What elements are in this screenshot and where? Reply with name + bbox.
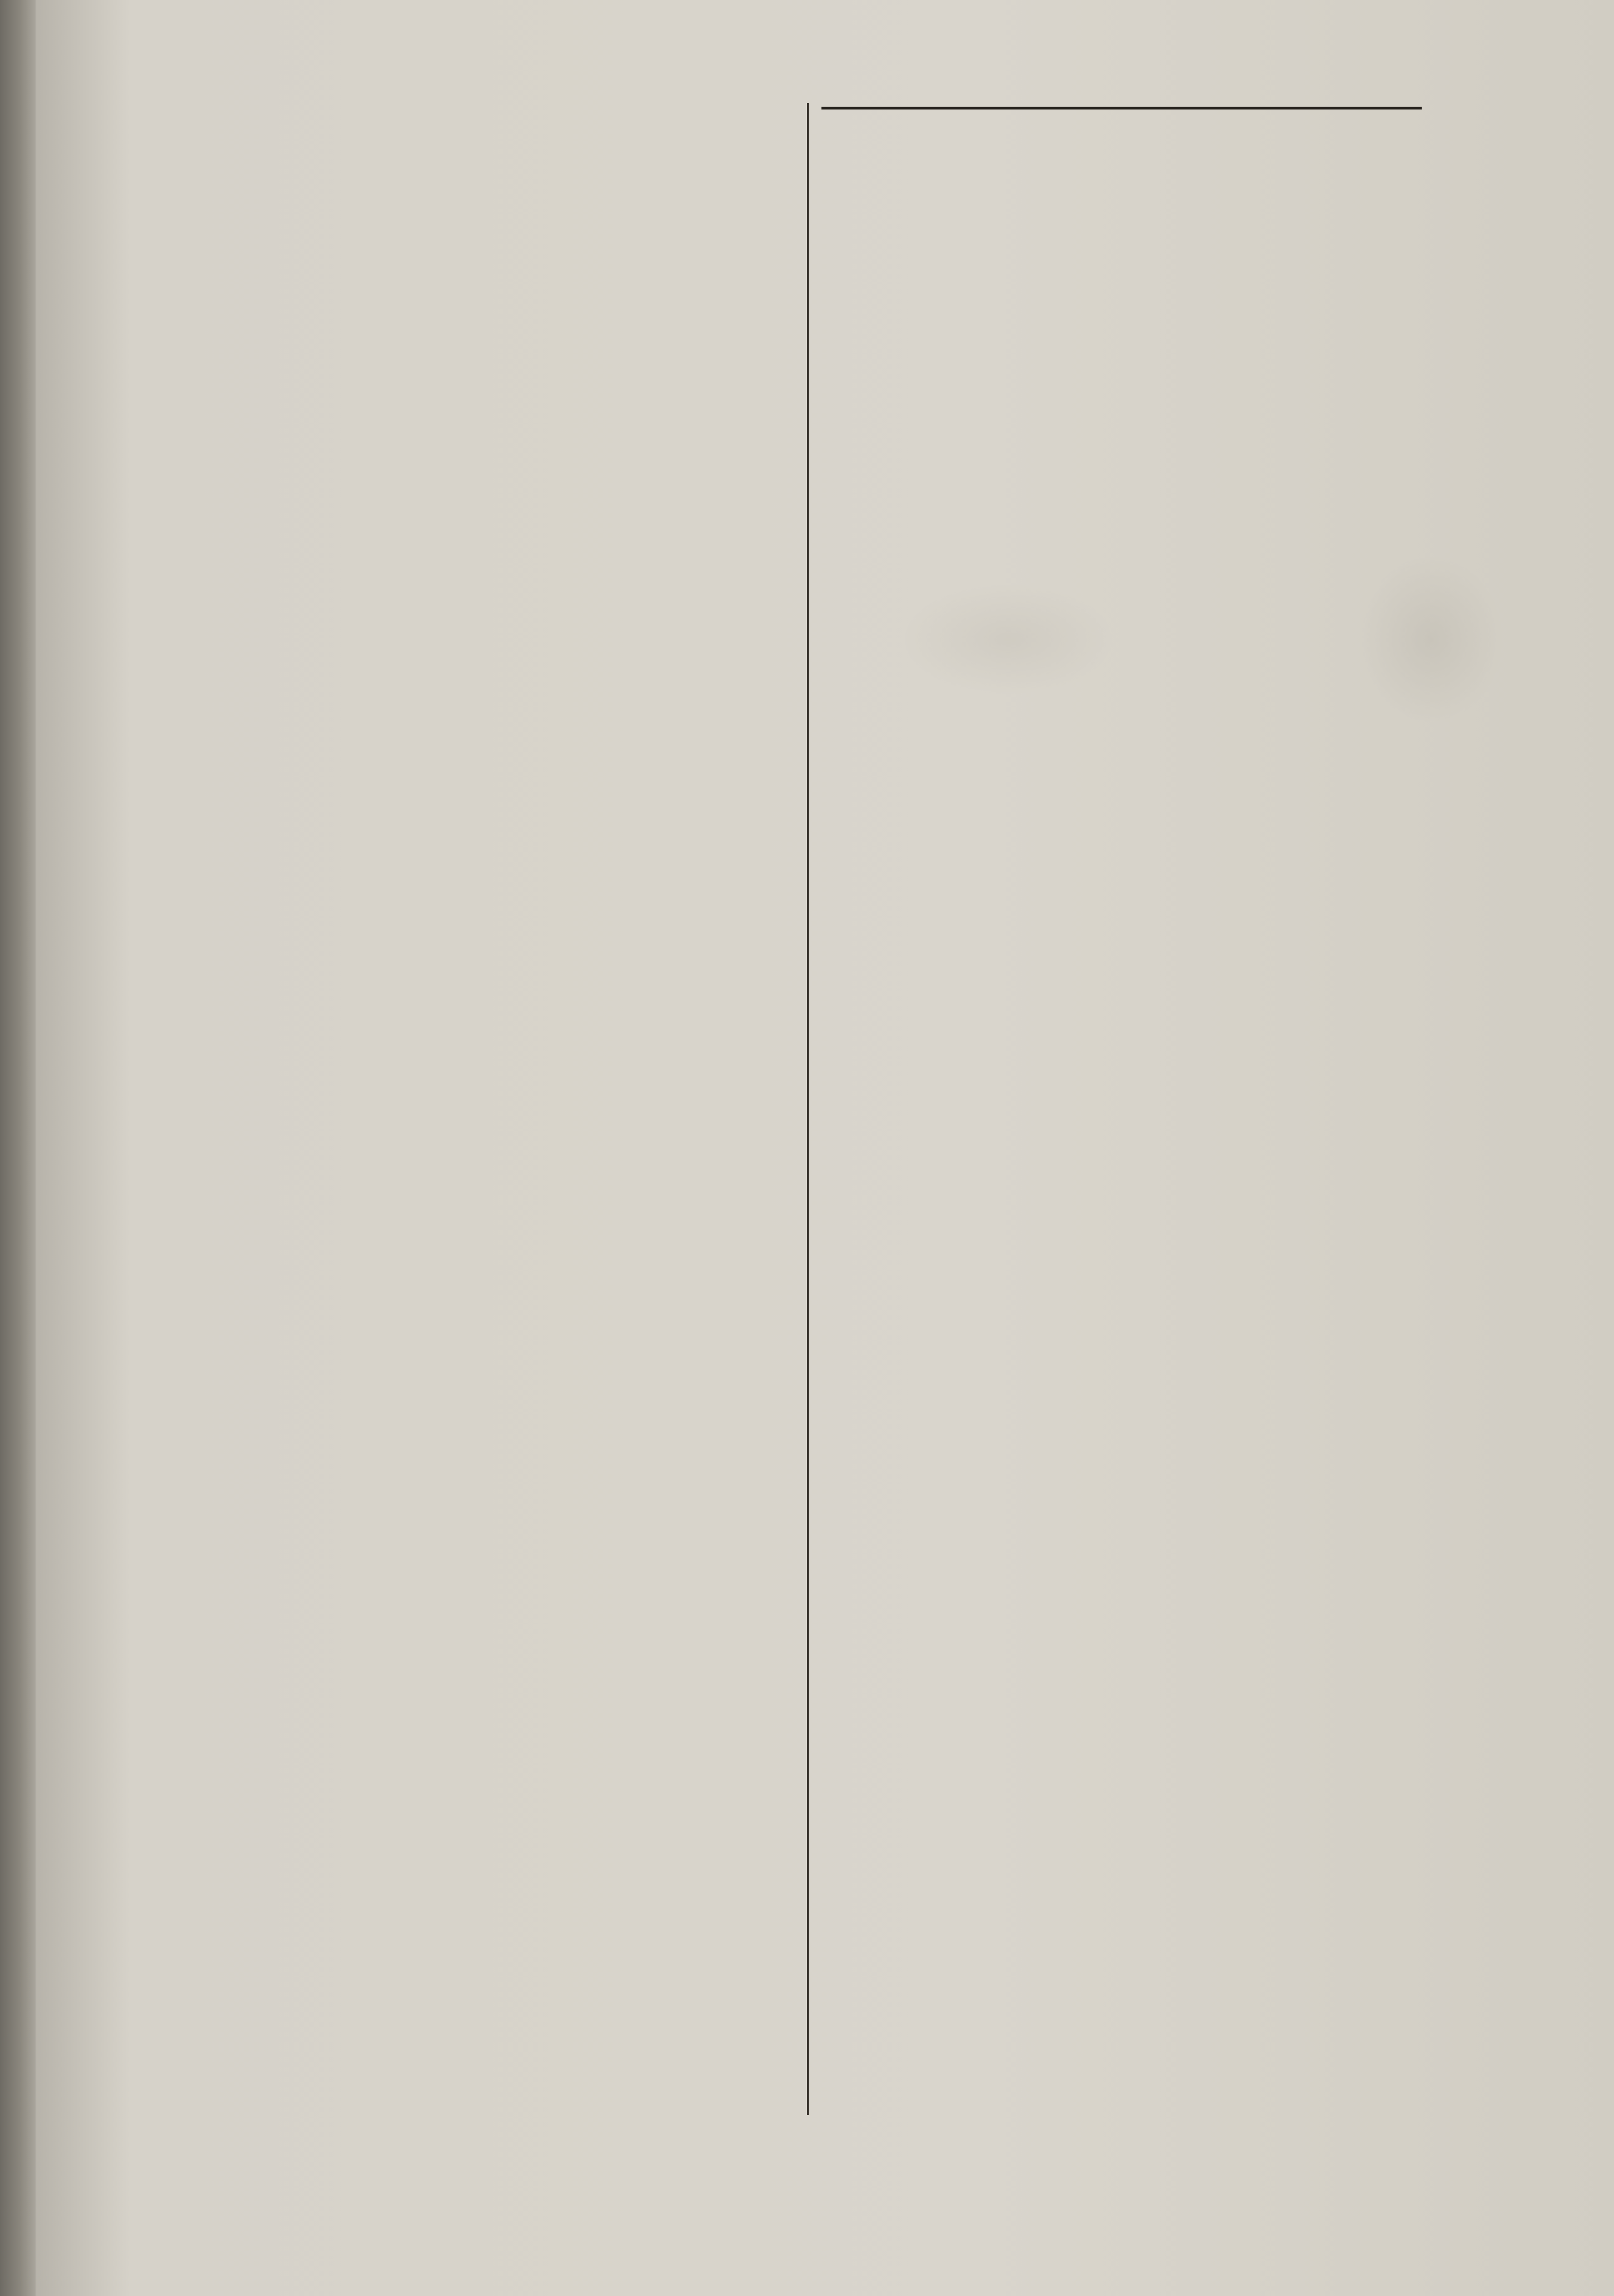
- left-column: [165, 100, 798, 2223]
- column-rule: [807, 103, 809, 2115]
- right-column: [821, 100, 1422, 2223]
- book-binding-edge: [0, 0, 36, 2296]
- section-divider: [821, 107, 1422, 109]
